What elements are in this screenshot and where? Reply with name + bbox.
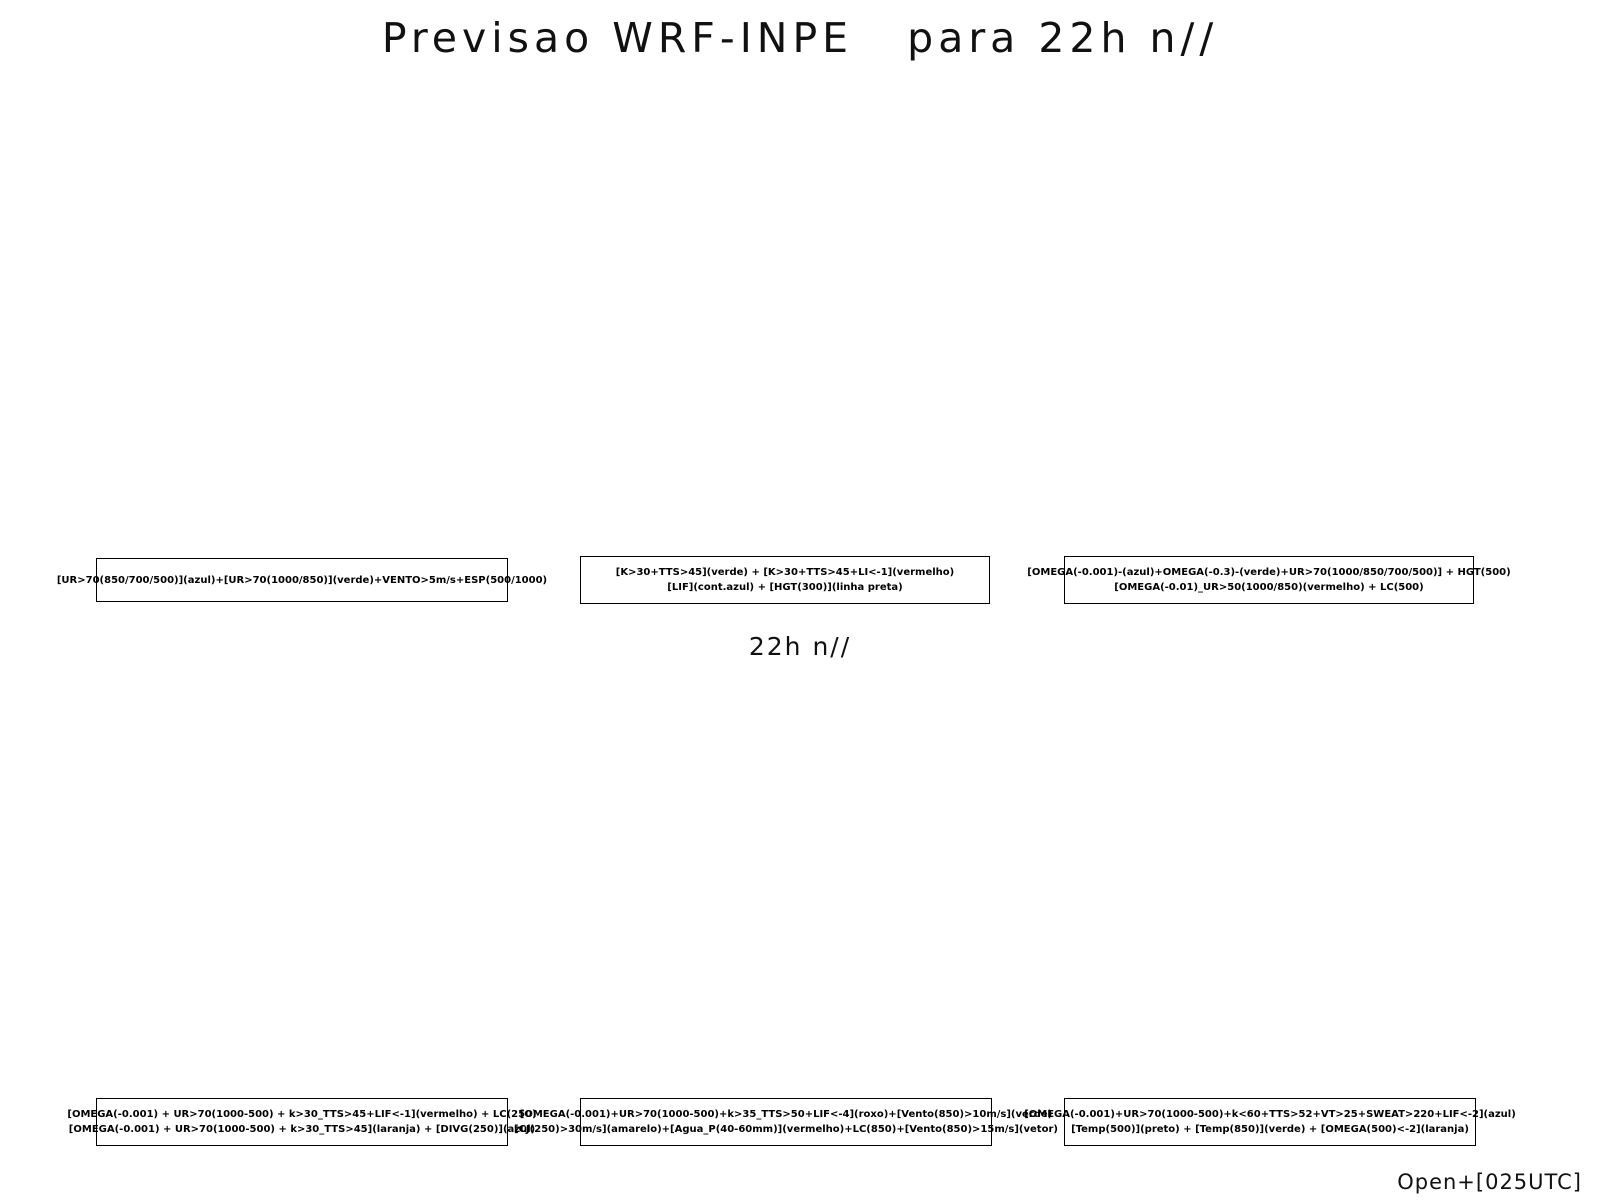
panel-legend-bottom-right [1024, 1098, 1516, 1146]
mid-caption: 22h n// [748, 632, 852, 661]
panel-legend-top-left [56, 558, 548, 602]
legend-line: [CJ(250)>30m/s](amarelo)+[Agua_P(40-60mm)](vermelho)+LC(850)+[Vento(850)>15m/s](vetor) [514, 1124, 1058, 1135]
legend-line: [OMEGA(-0.001) + UR>70(1000-500) + k>30_TTS>45+LIF<-1](vermelho) + LC(250) [67, 1109, 537, 1120]
panel-legend-bottom-center [514, 1098, 1058, 1146]
legend-line: [OMEGA(-0.01)_UR>50(1000/850)(vermelho) + LC(500) [1114, 582, 1424, 593]
legend-line: [Temp(500)](preto) + [Temp(850)](verde) + [OMEGA(500)<-2](laranja) [1071, 1124, 1469, 1135]
legend-line: [LIF](cont.azul) + [HGT(300)](linha preta) [667, 582, 903, 593]
legend-line: [OMEGA(-0.001) + UR>70(1000-500) + k>30_TTS>45](laranja) + [DIVG(250)](azul) [68, 1124, 536, 1135]
corner-caption: Open+[025UTC] [1397, 1170, 1582, 1194]
legend-line: [K>30+TTS>45](verde) + [K>30+TTS>45+LI<-1](vermelho) [615, 567, 955, 578]
legend-line: [OMEGA(-0.001)-(azul)+OMEGA(-0.3)-(verde)+UR>70(1000/850/700/500)] + HGT(500) [1027, 567, 1511, 578]
panel-legend-bottom-left [67, 1098, 537, 1146]
legend-line: [OMEGA(-0.001)+UR>70(1000-500)+k<60+TTS>52+VT>25+SWEAT>220+LIF<-2](azul) [1024, 1109, 1516, 1120]
panel-legend-top-center [580, 556, 990, 604]
legend-line: [UR>70(850/700/500)](azul)+[UR>70(1000/850)](verde)+VENTO>5m/s+ESP(500/1000) [56, 574, 548, 586]
page-title: Previsao WRF-INPE para 22h n// [381, 14, 1219, 62]
panel-legend-top-right [1027, 556, 1511, 604]
legend-line: [OMEGA(-0.001)+UR>70(1000-500)+k>35_TTS>50+LIF<-4](roxo)+[Vento(850)>10m/s](verde) [519, 1109, 1053, 1120]
